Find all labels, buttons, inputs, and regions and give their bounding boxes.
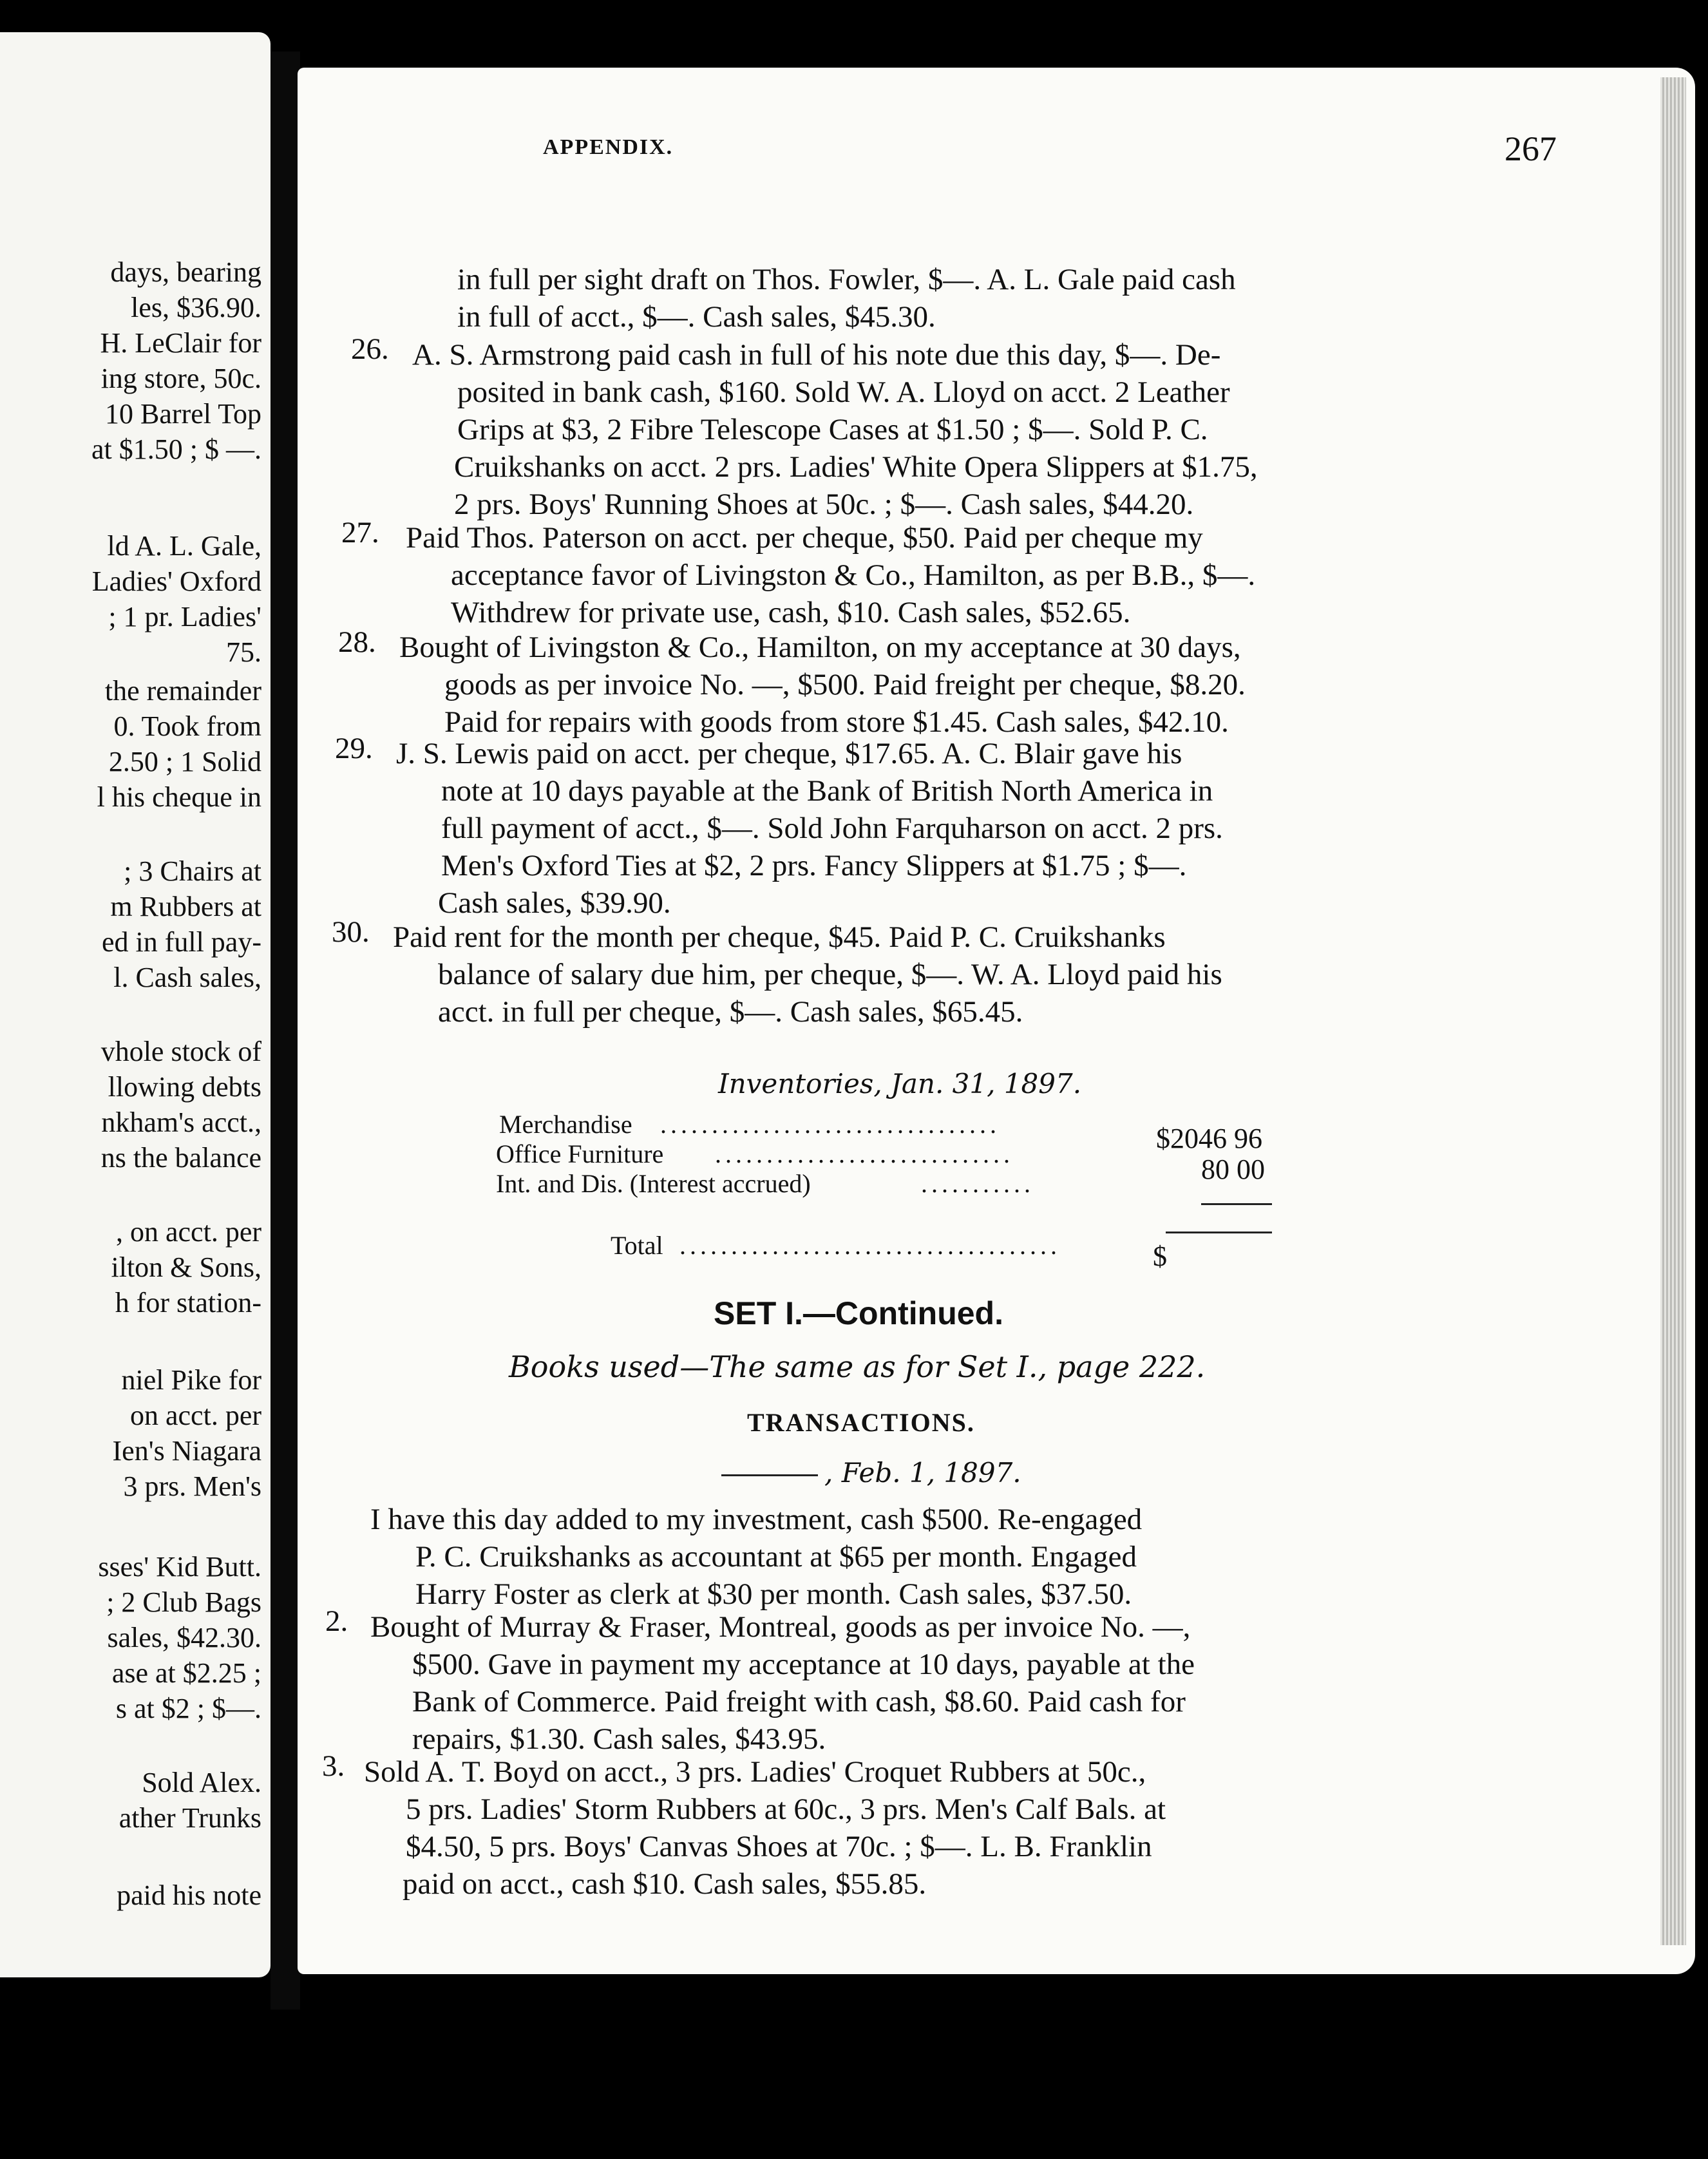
entry-line: 2 prs. Boys' Running Shoes at 50c. ; $—. Cash sales, $44.20. <box>454 488 1194 521</box>
entry-line: A. S. Armstrong paid cash in full of his note due this day, $—. De- <box>412 338 1221 372</box>
left-page <box>0 32 270 1977</box>
entry-line: 5 prs. Ladies' Storm Rubbers at 60c., 3 prs. Men's Calf Bals. at <box>406 1793 1166 1826</box>
entry-line: balance of salary due him, per cheque, $—. W. A. Lloyd paid his <box>438 958 1222 991</box>
entry-line: Harry Foster as clerk at $30 per month. Cash sales, $37.50. <box>415 1577 1132 1611</box>
transactions-heading: TRANSACTIONS. <box>747 1408 975 1437</box>
entry-line: in full of acct., $—. Cash sales, $45.30. <box>457 300 936 334</box>
left-line: ase at $2.25 ; <box>111 1657 261 1689</box>
left-line: days, bearing <box>110 256 261 288</box>
entry-line: $4.50, 5 prs. Boys' Canvas Shoes at 70c. ; $—. L. B. Franklin <box>406 1830 1152 1863</box>
left-line: l his cheque in <box>97 781 261 813</box>
leader-dots: ................................. <box>660 1110 1000 1139</box>
left-line: Ien's Niagara <box>112 1435 261 1467</box>
left-line: Ladies' Oxford <box>91 566 261 597</box>
entry-line: I have this day added to my investment, cash $500. Re-engaged <box>370 1503 1143 1536</box>
entry-line: Bank of Commerce. Paid freight with cash, $8.60. Paid cash for <box>412 1685 1186 1718</box>
inventory-total-amount: $ <box>1153 1241 1167 1272</box>
leader-dots: ..................................... <box>679 1231 1061 1260</box>
left-line: paid his note <box>117 1879 261 1911</box>
left-line: vhole stock of <box>100 1036 261 1067</box>
set-heading: SET I.—Continued. <box>714 1295 1003 1331</box>
left-line: ing store, 50c. <box>100 363 261 394</box>
inventory-row-amount: 80 00 <box>1201 1154 1265 1185</box>
entry-line: full payment of acct., $—. Sold John Farquharson on acct. 2 prs. <box>441 812 1223 845</box>
left-line: at $1.50 ; $ —. <box>91 433 261 465</box>
entry-line: goods as per invoice No. —, $500. Paid freight per cheque, $8.20. <box>444 668 1246 701</box>
sum-rule <box>1201 1203 1272 1205</box>
left-line: 0. Took from <box>113 710 261 742</box>
date-text: , Feb. 1, 1897. <box>824 1457 1021 1488</box>
left-line: h for station- <box>115 1287 261 1318</box>
leader-dots: ........... <box>921 1169 1034 1198</box>
left-line: ilton & Sons, <box>111 1251 261 1283</box>
entry-line: Grips at $3, 2 Fibre Telescope Cases at $1.50 ; $—. Sold P. C. <box>457 413 1208 446</box>
entry-line: Bought of Murray & Fraser, Montreal, goods as per invoice No. —, <box>370 1610 1191 1644</box>
left-line: ; 2 Club Bags <box>106 1586 261 1618</box>
left-line: sses' Kid Butt. <box>98 1551 261 1583</box>
book-gutter <box>270 52 300 2010</box>
left-line: s at $2 ; $—. <box>115 1693 261 1724</box>
inventory-row-label: Merchandise <box>499 1110 632 1139</box>
inventory-title: Inventories, Jan. 31, 1897. <box>718 1068 1082 1099</box>
left-line: the remainder <box>104 675 261 707</box>
left-line: Sold Alex. <box>142 1767 261 1798</box>
entry-line: P. C. Cruikshanks as accountant at $65 per month. Engaged <box>415 1540 1137 1574</box>
entry-number: 29. <box>335 732 373 765</box>
left-line: ed in full pay- <box>101 926 261 958</box>
entry-number: 26. <box>351 332 389 366</box>
left-line: ; 3 Chairs at <box>124 855 261 887</box>
left-line: m Rubbers at <box>110 891 261 922</box>
left-line: ns the balance <box>100 1142 261 1174</box>
inventory-row-label: Office Furniture <box>496 1139 664 1168</box>
entry-line: acct. in full per cheque, $—. Cash sales, $65.45. <box>438 995 1023 1029</box>
page-edges <box>1660 77 1686 1945</box>
leader-dots: ............................. <box>715 1139 1014 1168</box>
left-line: 2.50 ; 1 Solid <box>108 746 261 777</box>
entry-line: Paid Thos. Paterson on acct. per cheque, $50. Paid per cheque my <box>406 521 1203 555</box>
entry-line: Cruikshanks on acct. 2 prs. Ladies' White Opera Slippers at $1.75, <box>454 450 1258 484</box>
left-line: 3 prs. Men's <box>123 1470 261 1502</box>
entry-line: acceptance favor of Livingston & Co., Hamilton, as per B.B., $—. <box>451 558 1256 592</box>
entry-line: J. S. Lewis paid on acct. per cheque, $17.65. A. C. Blair gave his <box>396 737 1182 770</box>
left-line: ld A. L. Gale, <box>107 530 261 562</box>
left-line: 10 Barrel Top <box>105 398 261 430</box>
entry-line: Paid for repairs with goods from store $1.45. Cash sales, $42.10. <box>444 705 1229 739</box>
left-line: ather Trunks <box>119 1802 261 1834</box>
entry-line: paid on acct., cash $10. Cash sales, $55.85. <box>403 1867 927 1901</box>
date-dash <box>721 1474 818 1476</box>
left-line: niel Pike for <box>121 1364 261 1396</box>
entry-line: Sold A. T. Boyd on acct., 3 prs. Ladies' Croquet Rubbers at 50c., <box>364 1755 1146 1789</box>
entry-line: Withdrew for private use, cash, $10. Cash sales, $52.65. <box>451 596 1131 629</box>
left-line: llowing debts <box>108 1071 261 1103</box>
entry-line: posited in bank cash, $160. Sold W. A. Lloyd on acct. 2 Leather <box>457 376 1230 409</box>
inventory-row-amount: $2046 96 <box>1156 1123 1262 1154</box>
books-used: Books used—The same as for Set I., page 222. <box>509 1349 1206 1384</box>
entry-line: repairs, $1.30. Cash sales, $43.95. <box>412 1722 826 1756</box>
entry-number: 30. <box>332 915 370 949</box>
left-line: on acct. per <box>130 1400 261 1431</box>
entry-line: Paid rent for the month per cheque, $45. Paid P. C. Cruikshanks <box>393 920 1166 954</box>
running-head: APPENDIX. <box>543 135 674 159</box>
left-line: H. LeClair for <box>100 327 261 359</box>
entry-number: 3. <box>322 1749 345 1783</box>
inventory-row-label: Int. and Dis. (Interest accrued) <box>496 1169 811 1198</box>
page-number: 267 <box>1504 129 1557 168</box>
inventory-total-label: Total <box>611 1231 663 1260</box>
total-rule <box>1166 1232 1272 1233</box>
entry-number: 27. <box>341 516 379 549</box>
date-line <box>721 1457 1021 1488</box>
entry-line: Cash sales, $39.90. <box>438 886 671 920</box>
left-line: 75. <box>226 636 261 668</box>
entry-line: note at 10 days payable at the Bank of British North America in <box>441 774 1213 808</box>
entry-line: $500. Gave in payment my acceptance at 10 days, payable at the <box>412 1648 1195 1681</box>
left-line: , on acct. per <box>116 1216 261 1248</box>
left-line: sales, $42.30. <box>107 1622 261 1653</box>
left-line: les, $36.90. <box>131 292 261 323</box>
entry-line: Bought of Livingston & Co., Hamilton, on my acceptance at 30 days, <box>399 631 1241 664</box>
entry-number: 2. <box>325 1604 348 1638</box>
left-line: ; 1 pr. Ladies' <box>108 601 261 632</box>
entry-number: 28. <box>338 625 376 659</box>
entry-line: Men's Oxford Ties at $2, 2 prs. Fancy Slippers at $1.75 ; $—. <box>441 849 1187 882</box>
left-line: nkham's acct., <box>101 1107 261 1138</box>
entry-line: in full per sight draft on Thos. Fowler, $—. A. L. Gale paid cash <box>457 263 1236 296</box>
left-line: l. Cash sales, <box>113 962 261 993</box>
